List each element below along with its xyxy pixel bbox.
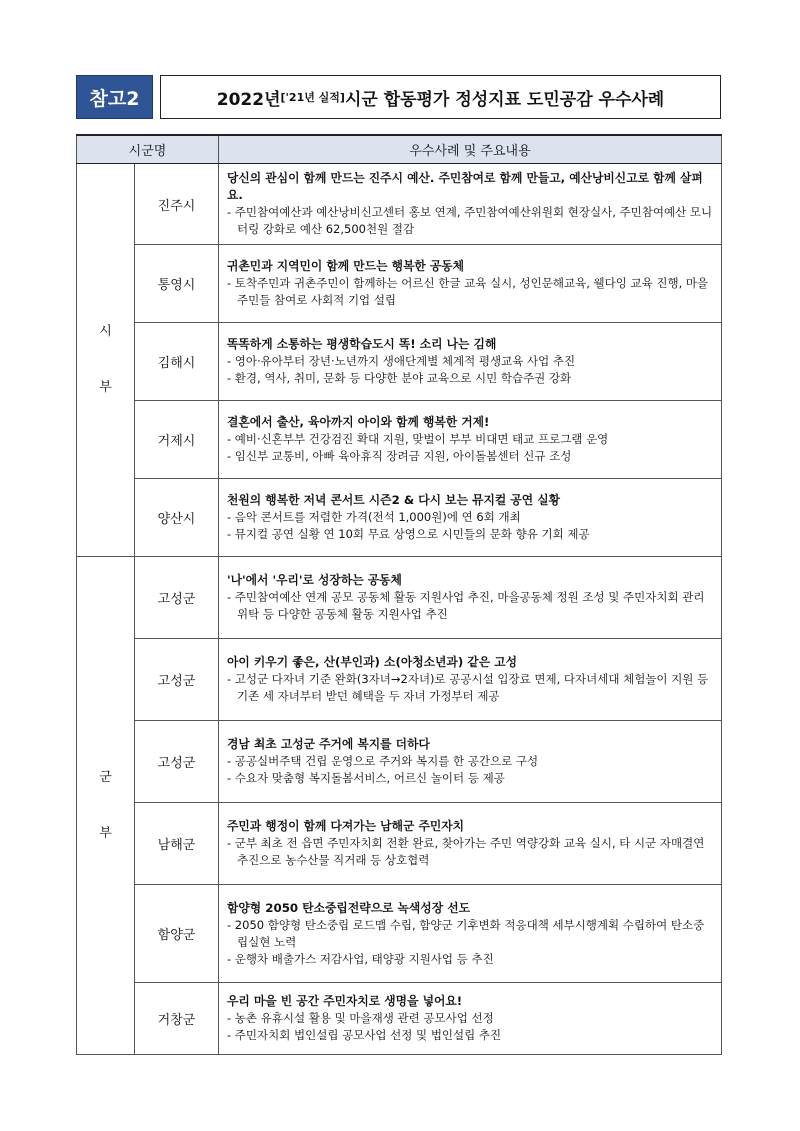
- case-title: 우리 마을 빈 공간 주민자치로 생명을 넣어요!: [227, 994, 463, 1008]
- case-detail: - 환경, 역사, 취미, 문화 등 다양한 분야 교육으로 시민 학습주권 강화: [227, 371, 572, 385]
- table-row: [77, 164, 722, 245]
- case-detail: - 임신부 교통비, 아빠 육아휴직 장려금 지원, 아이돌봄센터 신규 조성: [227, 449, 572, 463]
- region-spacer: [77, 346, 134, 374]
- city-name: 김해시: [135, 323, 219, 401]
- region-cell: [77, 557, 135, 1055]
- region-label-2: 부: [99, 380, 112, 395]
- case-detail: - 2050 함양형 탄소중립 로드맵 수립, 함양군 기후변화 적응대책 세부시행계획 수립하여 탄소중립실현 노력: [227, 917, 705, 949]
- header-content: 우수사례 및 주요내용: [219, 135, 722, 164]
- table-body: [77, 164, 722, 1055]
- region-cell: [77, 164, 135, 557]
- case-content: [219, 479, 722, 557]
- city-name: 통영시: [135, 245, 219, 323]
- title-main: 시군 합동평가 정성지표 도민공감 우수사례: [344, 89, 665, 110]
- case-title: 주민과 행정이 함께 다져가는 남해군 주민자치: [227, 819, 465, 833]
- case-content: [219, 401, 722, 479]
- table-row: [77, 983, 722, 1055]
- case-content: [219, 885, 722, 983]
- case-detail: - 운행차 배출가스 저감사업, 태양광 지원사업 등 추진: [227, 951, 494, 966]
- case-content: [219, 557, 722, 639]
- case-content: [219, 245, 722, 323]
- city-name: 거창군: [135, 983, 219, 1055]
- case-detail: - 군부 최초 전 읍면 주민자치회 전환 완료, 찾아가는 주민 역량강화 교육 실시, 타 시군 자매결연 추진으로 농수산물 직거래 등 상호협력: [227, 836, 705, 867]
- city-name: 거제시: [135, 401, 219, 479]
- case-detail: - 뮤지컬 공연 실황 연 10회 무료 상영으로 시민들의 문화 향유 기회 제공: [227, 527, 590, 541]
- city-name: 고성군: [135, 639, 219, 721]
- city-name: 고성군: [135, 721, 219, 803]
- case-detail: - 음악 콘서트를 저렴한 가격(전석 1,000원)에 연 6회 개최: [227, 510, 521, 524]
- case-detail: - 공공실버주택 건립 운영으로 주거와 복지를 한 공간으로 구성: [227, 754, 539, 768]
- case-detail: - 고성군 다자녀 기준 완화(3자녀→2자녀)로 공공시설 입장료 면제, 다자녀세대 체험놀이 지원 등 기존 세 자녀부터 받던 혜택을 두 자녀 가정부터 제공: [227, 672, 709, 703]
- region-label-2: 부: [99, 825, 112, 841]
- city-name: 남해군: [135, 803, 219, 885]
- table-row: [77, 479, 722, 557]
- region-spacer: [77, 792, 134, 820]
- table-row: [77, 885, 722, 983]
- table-header-row: [77, 135, 722, 164]
- case-title: 천원의 행복한 저녁 콘서트 시즌2 & 다시 보는 뮤지컬 공연 실황: [227, 493, 561, 507]
- case-detail: - 농촌 유휴시설 활용 및 마을재생 관련 공모사업 선정: [227, 1011, 494, 1025]
- case-content: [219, 803, 722, 885]
- title-year: 2022년: [216, 89, 281, 110]
- case-content: [219, 983, 722, 1055]
- table-row: [77, 721, 722, 803]
- region-label-1: 군: [99, 769, 112, 785]
- case-content: [219, 164, 722, 245]
- case-detail: - 주민자치회 법인설립 공모사업 선정 및 법인설립 추진: [227, 1028, 502, 1042]
- title-note: ['21년 실적]: [280, 91, 345, 104]
- case-title: 똑똑하게 소통하는 평생학습도시 똑! 소리 나는 김해: [227, 337, 497, 351]
- case-content: [219, 721, 722, 803]
- best-practice-table: [76, 134, 722, 1055]
- case-title: 귀촌민과 지역민이 함께 만드는 행복한 공동체: [227, 259, 465, 273]
- case-detail: - 영아·유아부터 장년·노년까지 생애단계별 체계적 평생교육 사업 추진: [227, 354, 576, 368]
- table-row: [77, 245, 722, 323]
- case-title: 경남 최초 고성군 주거에 복지를 더하다: [227, 737, 430, 751]
- page-title: [160, 75, 721, 119]
- table-row: [77, 803, 722, 885]
- city-name: 함양군: [135, 885, 219, 983]
- reference-badge: 참고2: [76, 75, 153, 119]
- case-title: '나'에서 '우리'로 성장하는 공동체: [227, 573, 402, 587]
- case-content: [219, 639, 722, 721]
- case-content: [219, 323, 722, 401]
- case-title: 당신의 관심이 함께 만드는 진주시 예산. 주민참여로 함께 만들고, 예산낭비신고로 함께 살펴요.: [227, 171, 703, 202]
- city-name: 고성군: [135, 557, 219, 639]
- case-title: 아이 키우기 좋은, 산(부인과) 소(아청소년과) 같은 고성: [227, 655, 518, 669]
- region-label-1: 시: [99, 324, 112, 339]
- case-detail: - 예비·신혼부부 건강검진 확대 지원, 맞벌이 부부 비대면 태교 프로그램 운영: [227, 432, 609, 446]
- case-title: 함양형 2050 탄소중립전략으로 녹색성장 선도: [227, 900, 470, 915]
- case-detail: - 수요자 맞춤형 복지돌봄서비스, 어르신 놀이터 등 제공: [227, 771, 505, 785]
- city-name: 양산시: [135, 479, 219, 557]
- header-city: 시군명: [77, 135, 219, 164]
- table-row: [77, 639, 722, 721]
- case-detail: - 주민참여예산과 예산낭비신고센터 홍보 연계, 주민참여예산위원회 현장실사, 주민참여예산 모니터링 강화로 예산 62,500천원 절감: [227, 205, 713, 236]
- city-name: 진주시: [135, 164, 219, 245]
- page-header: [76, 75, 721, 119]
- table-row: [77, 557, 722, 639]
- case-detail: - 토착주민과 귀촌주민이 함께하는 어르신 한글 교육 실시, 성인문해교육, 웰다잉 교육 진행, 마을주민들 참여로 사회적 기업 설립: [227, 276, 709, 307]
- table-row: [77, 323, 722, 401]
- table-row: [77, 401, 722, 479]
- case-title: 결혼에서 출산, 육아까지 아이와 함께 행복한 거제!: [227, 415, 490, 429]
- case-detail: - 주민참여예산 연계 공모 공동체 활동 지원사업 추진, 마을공동체 정원 조성 및 주민자치회 관리 위탁 등 다양한 공동체 활동 지원사업 추진: [227, 590, 705, 621]
